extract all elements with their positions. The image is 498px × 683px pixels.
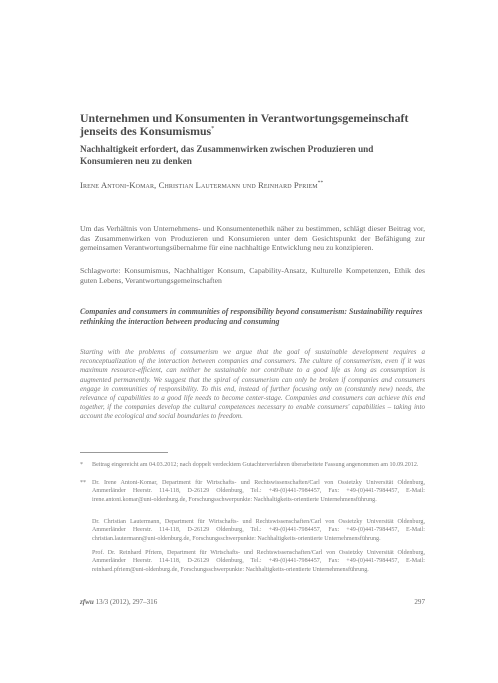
footnote-mark: * [80,462,84,468]
abstract-english: Starting with the problems of consumerism we argue that the goal of sustainable development requires a reconceptualization of the interaction between companies and consumers. The culture of consumerism, even if it was maximum resource-efficient, can neither be sustainable nor contribute to a good life as long as consumption is augmented permanently. We suggest that the spiral of consumerism can only be broken if companies and consumers engage in communities of responsibility. To this end, instead of further focusing only on (constantly new) needs, the relevance of capabilities to a good life needs to become center-stage. Companies and consumers can achieve this end together, if the companies develop the cultural competences necessary to enable consumers' capabilities – taking into account the ecological and social boundaries to freedom. [80,348,425,421]
footnote-mark: ** [80,480,87,486]
keywords-german: Schlagworte: Konsumismus, Nachhaltiger Konsum, Capability-Ansatz, Kulturelle Kompetenzen, Ethik des guten Lebens, Verantwortungsgemeinschaften [80,266,425,285]
article-subtitle: Nachhaltigkeit erfordert, das Zusammenwirken zwischen Produzieren und Konsumieren neu zu denken [80,144,374,166]
footnote-divider [80,452,168,453]
author-line: Irene Antoni-Komar, Christian Lautermann und Reinhard Pfriem** [80,180,324,190]
footnote [80,461,425,469]
footnote-text: Dr. Irene Antoni-Komar, Department für Wirtschafts- und Rechtswissenschaften/Carl von Ossietzky Universität Oldenburg, Ammerländer Heerstr. 114-118, D-26129 Oldenburg, Tel.: +49-(0)441-7984457, Fax: +49-(0)441-7984457, E-Mail: irene.antoni.komar@uni-oldenburg.de, Forschungsschwerpunkte: Nachhaltigkeits-orientierte Unternehmensführung. [92,480,425,503]
english-title: Companies and consumers in communities of responsibility beyond consumerism: Sustainability requires rethinking the interaction between producing and consuming [80,307,423,326]
journal-name: zfwu [80,598,94,606]
title-footnote-mark: * [211,125,215,133]
footnote-text: Dr. Christian Lautermann, Department für Wirtschafts- und Rechtswissenschaften/Carl von Ossietzky Universität Oldenburg, Ammerländer Heerstr. 114-118, D-26129 Oldenburg, Tel.: +49-(0)441-7984457, Fax: +49-(0)441-7984457, E-Mail: christian.lautermann@uni-oldenburg.de, Forschungsschwerpunkte: Nachhaltigkeits-orientierte Unternehmensführung. [92,519,425,542]
abstract-german: Um das Verhältnis von Unternehmens- und Konsumentenethik näher zu bestimmen, schlägt dieser Beitrag vor, das Zusammenwirken von Produzieren und Konsumieren unter dem Gesichtspunkt der Befähigung zur gemeinsamen Verantwortungsübernahme für eine nachhaltige Entwicklung neu zu konzipieren. [80,224,425,253]
journal-issue: 13/3 (2012), 297–316 [95,598,158,606]
journal-reference [80,598,157,606]
footnote-text: Beitrag eingereicht am 04.03.2012; nach doppelt verdecktem Gutachterverfahren überarbeitete Fassung angenommen am 10.09.2012. [92,462,419,468]
author-footnote-mark: ** [317,180,324,187]
footnote [80,518,425,543]
footnote [80,479,425,504]
footnote-text: Prof. Dr. Reinhard Pfriem, Department für Wirtschafts- und Rechtswissenschaften/Carl von Ossietzky Universität Oldenburg, Ammerländer Heerstr. 114-118, D-26129 Oldenburg, Tel.: +49-(0)441-7984457, Fax: +49-(0)441-7984457, E-Mail: reinhard.pfriem@uni-oldenburg.de, Forschungsschwerpunkte: Nachhaltigkeits-orientierte Unternehmensführung. [92,550,425,573]
footnote [80,549,425,574]
page-number: 297 [414,598,425,606]
article-title: Unternehmen und Konsumenten in Verantwortungsgemeinschaft jenseits des Konsumismus* [80,111,409,138]
